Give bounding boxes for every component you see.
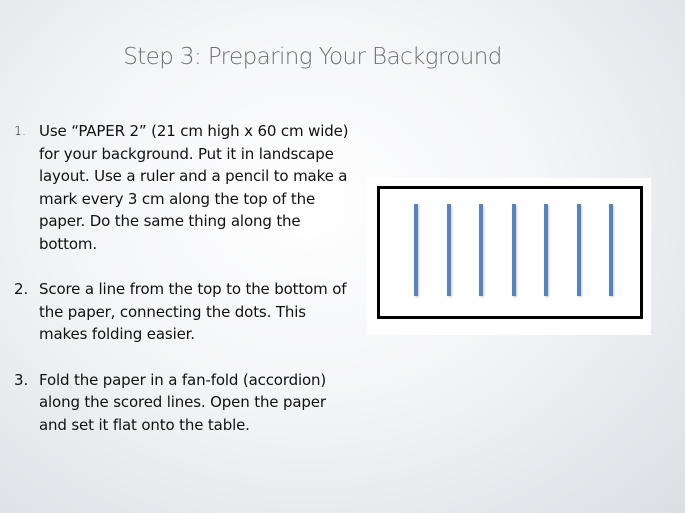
fold-line xyxy=(479,204,483,296)
step-number: 2. xyxy=(14,280,29,298)
fold-line xyxy=(544,204,548,296)
paper-diagram xyxy=(367,178,651,335)
fold-line xyxy=(414,204,418,296)
paper-outline xyxy=(377,186,643,319)
steps-list xyxy=(14,120,351,459)
step-item xyxy=(14,369,351,437)
slide-title: Step 3: Preparing Your Background xyxy=(123,44,502,70)
step-text: Use “PAPER 2” (21 cm high x 60 cm wide) for your background. Put it in landscape layout. Use a ruler and a pencil to make a mark every 3 cm along the top of the paper. Do the same thing along the bottom. xyxy=(39,122,349,253)
fold-line xyxy=(609,204,613,296)
step-item xyxy=(14,120,351,255)
step-text: Fold the paper in a fan-fold (accordion) along the scored lines. Open the paper and set it flat onto the table. xyxy=(39,370,327,434)
step-number: 1. xyxy=(14,123,26,138)
step-item xyxy=(14,278,351,346)
step-number: 3. xyxy=(14,370,29,389)
fold-line xyxy=(512,204,516,296)
fold-line xyxy=(577,204,581,296)
fold-line xyxy=(447,204,451,296)
step-text: Score a line from the top to the bottom of the paper, connecting the dots. This makes folding easier. xyxy=(39,280,347,343)
